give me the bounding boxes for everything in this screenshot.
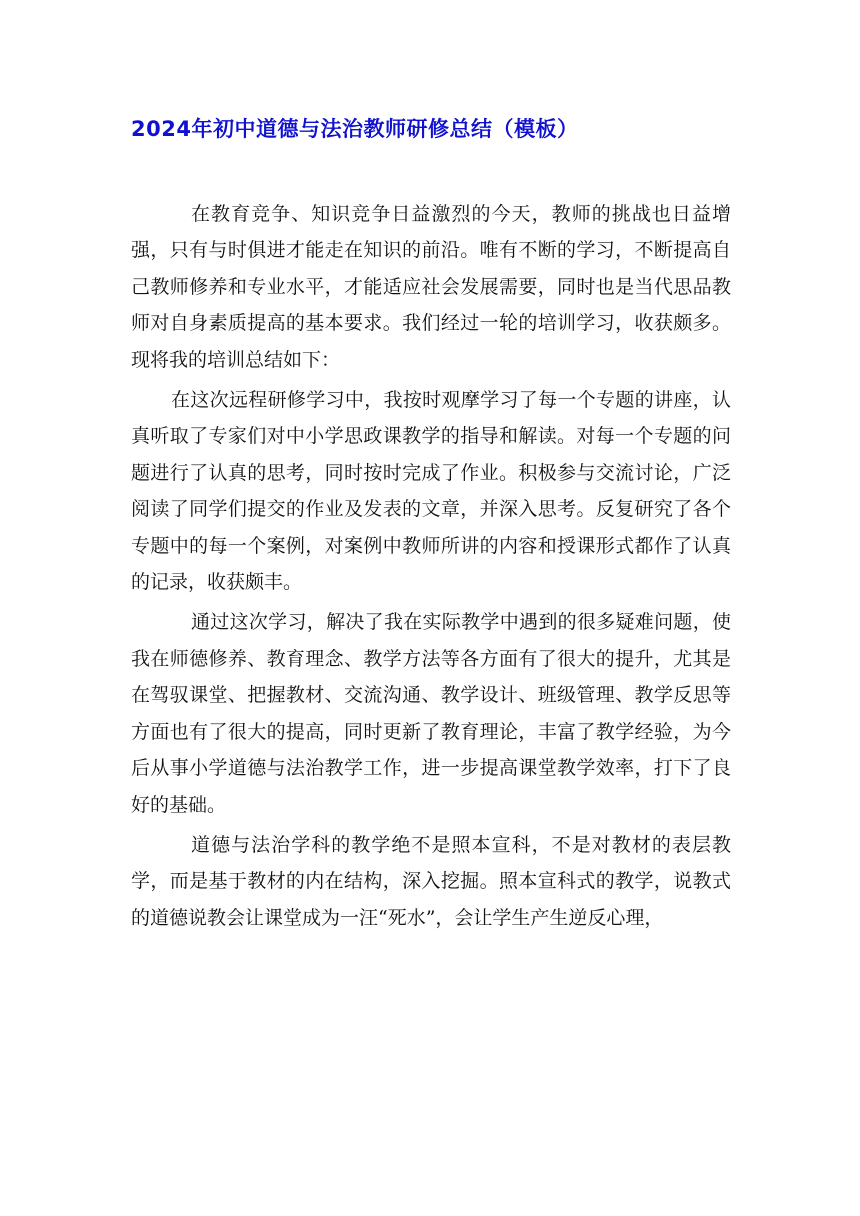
document-body: [131, 196, 731, 936]
paragraph-2: 在这次远程研修学习中，我按时观摩学习了每一个专题的讲座，认真听取了专家们对中小学思政课教学的指导和解读。对每一个专题的问题进行了认真的思考，同时按时完成了作业。积极参与交流讨论，广泛阅读了同学们提交的作业及发表的文章，并深入思考。反复研究了各个专题中的每一个案例，对案例中教师所讲的内容和授课形式都作了认真的记录，收获颇丰。: [131, 389, 731, 594]
paragraph-1: 在教育竞争、知识竞争日益激烈的今天，教师的挑战也日益增强，只有与时俱进才能走在知识的前沿。唯有不断的学习，不断提高自己教师修养和专业水平，才能适应社会发展需要，同时也是当代思品教师对自身素质提高的基本要求。我们经过一轮的培训学习，收获颇多。现将我的培训总结如下：: [131, 203, 731, 371]
paragraph-4: 道德与法治学科的教学绝不是照本宣科，不是对教材的表层教学，而是基于教材的内在结构，深入挖掘。照本宣科式的教学，说教式的道德说教会让课堂成为一汪“死水”，会让学生产生逆反心理，: [131, 833, 731, 929]
document-title: 2024年初中道德与法治教师研修总结（模板）: [131, 117, 579, 141]
paragraph-3: 通过这次学习，解决了我在实际教学中遇到的很多疑难问题，使我在师德修养、教育理念、教学方法等各方面有了很大的提升，尤其是在驾驭课堂、把握教材、交流沟通、教学设计、班级管理、教学反思等方面也有了很大的提高，同时更新了教育理论，丰富了教学经验，为今后从事小学道德与法治教学工作，进一步提高课堂教学效率，打下了良好的基础。: [131, 611, 731, 816]
